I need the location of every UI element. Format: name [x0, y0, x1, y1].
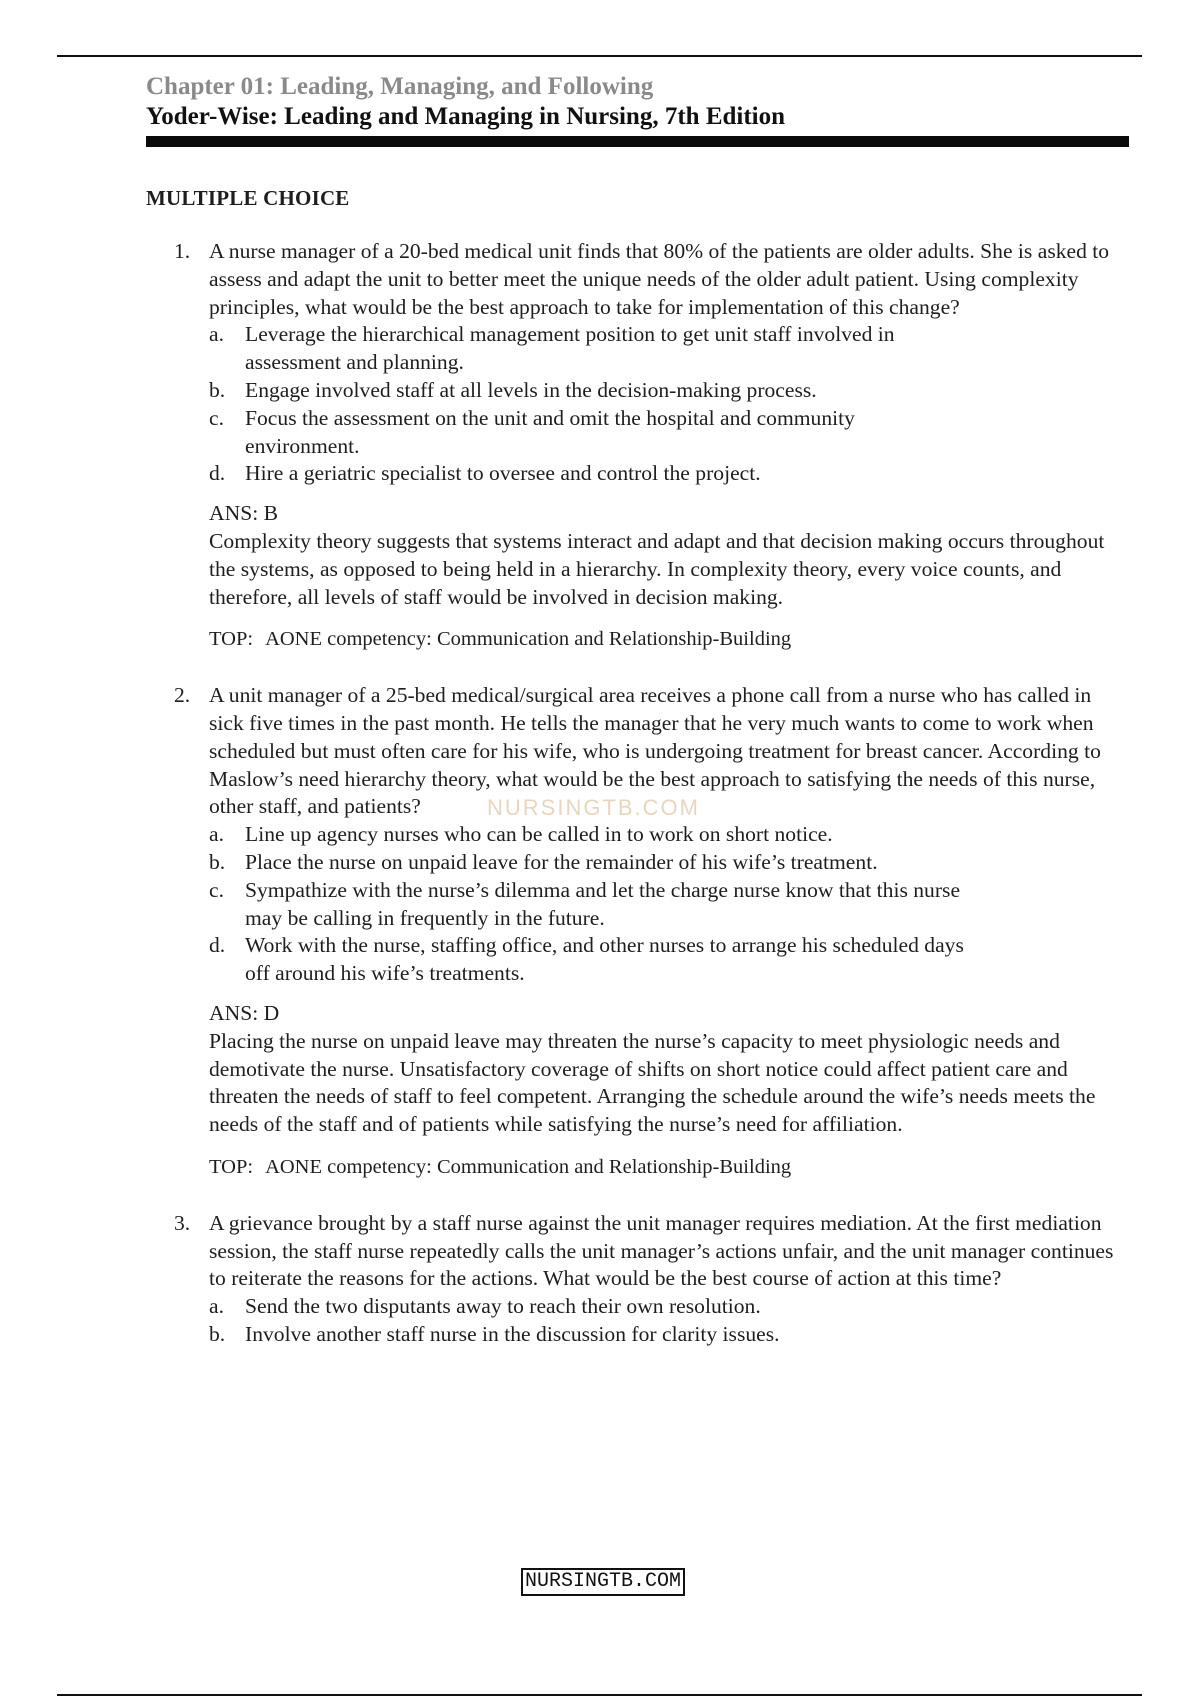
spacer — [0, 654, 1200, 682]
question-number: 3. — [174, 1210, 191, 1235]
option-text: Sympathize with the nurse’s dilemma and let the charge nurse know that this nurse may be calling in frequently in the future. — [245, 877, 961, 930]
option-letter: c. — [209, 405, 224, 430]
option-text: Place the nurse on unpaid leave for the remainder of his wife’s treatment. — [245, 849, 878, 874]
option-text: Leverage the hierarchical management position to get unit staff involved in assessment and planning. — [245, 322, 895, 375]
topic-value: AONE competency: Communication and Relationship-Building — [265, 628, 792, 651]
option-text: Engage involved staff at all levels in the decision-making process. — [245, 377, 817, 402]
option-text: Involve another staff nurse in the discussion for clarity issues. — [245, 1321, 780, 1346]
option-text: Focus the assessment on the unit and omit the hospital and community environment. — [245, 405, 855, 458]
option-list — [209, 321, 1124, 488]
option-letter: b. — [209, 377, 226, 402]
option-d — [209, 460, 965, 488]
topic-line — [209, 626, 1124, 654]
option-a — [209, 1293, 965, 1321]
bottom-rule — [57, 1694, 1142, 1696]
option-c — [209, 877, 965, 933]
answer-rationale: Placing the nurse on unpaid leave may threaten the nurse’s capacity to meet physiologic needs and demotivate the nurse. Unsatisfactory coverage of shifts on short notice could affect patient care and threaten the needs of staff to feel competent. Arranging the schedule around the wife’s needs meets the needs of the staff and of patients while satisfying the nurse’s need for affiliation. — [209, 1028, 1096, 1137]
footer-site-label: NURSINGTB.COM — [521, 1568, 685, 1596]
answer-key: ANS: D — [209, 1000, 280, 1025]
option-text: Hire a geriatric specialist to oversee and control the project. — [245, 461, 761, 486]
question-text: A grievance brought by a staff nurse against the unit manager requires mediation. At the first mediation session, the staff nurse repeatedly calls the unit manager’s actions unfair, and the unit manager continues to reiterate the reasons for the actions. What would be the best course of action at this time? — [209, 1210, 1114, 1291]
topic-label: TOP: — [209, 628, 254, 651]
question-text: A unit manager of a 25-bed medical/surgical area receives a phone call from a nurse who has called in sick five times in the past month. He tells the manager that he very much wants to come to work when scheduled but must often care for his wife, who is undergoing treatment for breast cancer. According to Maslow’s need hierarchy theory, what would be the best approach to satisfying the needs of this nurse, other staff, and patients? — [209, 683, 1101, 819]
answer-rationale: Complexity theory suggests that systems interact and adapt and that decision making occurs throughout the systems, as opposed to being held in a hierarchy. In complexity theory, every voice counts, and therefore, all levels of staff would be involved in decision making. — [209, 528, 1105, 609]
option-list — [209, 821, 1124, 988]
question-number: 2. — [174, 683, 191, 708]
option-letter: a. — [209, 1294, 224, 1319]
option-letter: a. — [209, 822, 224, 847]
book-title: Yoder-Wise: Leading and Managing in Nursing, 7th Edition — [146, 103, 786, 130]
option-text: Send the two disputants away to reach their own resolution. — [245, 1294, 761, 1319]
spacer — [0, 1182, 1200, 1210]
chapter-title: Chapter 01: Leading, Managing, and Following — [146, 73, 654, 100]
option-b — [209, 377, 965, 405]
option-letter: d. — [209, 461, 226, 486]
question-2 — [174, 682, 1124, 1182]
document-header — [146, 72, 1129, 147]
watermark: NURSINGTB.COM — [487, 795, 700, 820]
answer-block — [209, 1000, 1124, 1139]
question-number: 1. — [174, 239, 191, 263]
option-letter: b. — [209, 1321, 226, 1346]
option-list — [209, 1293, 1124, 1349]
topic-value: AONE competency: Communication and Relationship-Building — [265, 1155, 792, 1178]
option-c — [209, 405, 965, 461]
question-3 — [174, 1210, 1124, 1349]
top-rule — [57, 55, 1142, 57]
option-b — [209, 1321, 965, 1349]
option-letter: c. — [209, 877, 224, 902]
section-title: MULTIPLE CHOICE — [146, 186, 350, 210]
question-text: A nurse manager of a 20-bed medical unit finds that 80% of the patients are older adults. She is asked to assess and adapt the unit to better meet the unique needs of the older adult patient. Using complexity principles, what would be the best approach to take for implementation of this change? — [209, 239, 1110, 319]
option-letter: d. — [209, 933, 226, 958]
option-letter: b. — [209, 849, 226, 874]
answer-block — [209, 500, 1124, 611]
header-rule — [146, 136, 1129, 147]
option-a — [209, 321, 965, 377]
topic-label: TOP: — [209, 1155, 254, 1178]
option-text: Line up agency nurses who can be called in to work on short notice. — [245, 822, 833, 847]
option-text: Work with the nurse, staffing office, and other nurses to arrange his scheduled days off around his wife’s treatments. — [245, 933, 964, 986]
option-a — [209, 821, 965, 849]
question-list — [0, 238, 1200, 1349]
option-letter: a. — [209, 322, 224, 347]
answer-key: ANS: B — [209, 501, 278, 526]
topic-line — [209, 1154, 1124, 1182]
option-d — [209, 932, 965, 988]
question-1 — [174, 238, 1124, 654]
option-b — [209, 849, 965, 877]
